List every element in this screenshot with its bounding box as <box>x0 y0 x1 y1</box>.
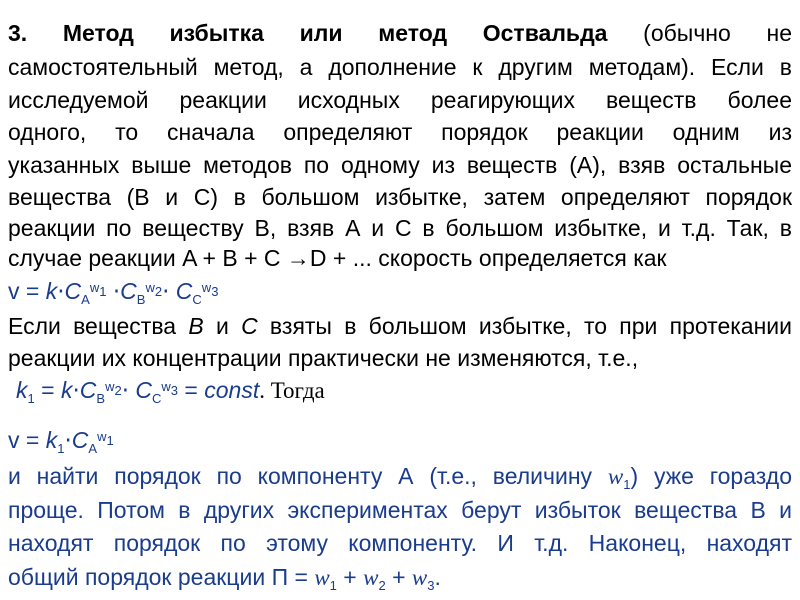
para3-line1: и найти порядок по компоненту А (т.е., величину $w_1$) уже гораздо <box>8 463 792 492</box>
para2-line1: Если вещества B и C взяты в большом избытке, то при протекании <box>8 313 792 339</box>
para1-line4: одного, то сначала определяют порядок реакции одним из <box>8 119 792 145</box>
para3-line4: общий порядок реакции $П = w_1 + w_2 + w_3$. <box>8 564 441 593</box>
reaction-arrow: → <box>286 245 310 271</box>
pseudo-rate-equation: $v = k_1\cdot C_A^{w1}$ <box>8 427 114 456</box>
para1-l1-rest: (обычно не <box>643 20 792 46</box>
para1-line2: самостоятельный метод, а дополнение к другим методам). Если в <box>8 54 792 80</box>
para1-line1 <box>8 17 792 49</box>
rate-equation: $v = k\cdot C_A^{w1} \cdot C_B^{w2}\cdot C_C^{w3}$ <box>8 278 219 307</box>
section-heading: 3. Метод избытка или метод Оствальда <box>8 20 608 46</box>
para3-line3: находят порядок по этому компоненту. И т.д. Наконец, находят <box>8 530 792 556</box>
para1-line7: реакции по веществу В, взяв А и С в большом избытке, и т.д. Так, в <box>8 215 792 241</box>
para1-line5: указанных выше методов по одному из веществ (А), взяв остальные <box>8 152 792 178</box>
para3-line2: проще. Потом в других экспериментах берут избыток вещества В и <box>8 497 792 523</box>
para1-line3: исследуемой реакции исходных реагирующих веществ более <box>8 87 792 113</box>
para1-line6: вещества (В и С) в большом избытке, затем определяют порядок <box>8 184 792 210</box>
para2-line2: реакции их концентрации практически не изменяются, т.е., <box>8 345 639 371</box>
para1-line8: случае реакции A + B + C →D + ... скорость определяется как <box>8 245 667 271</box>
constant-equation: $k_1 = k\cdot C_B^{w2}\cdot C_C^{w3}$ = const. Тогда <box>16 377 325 406</box>
